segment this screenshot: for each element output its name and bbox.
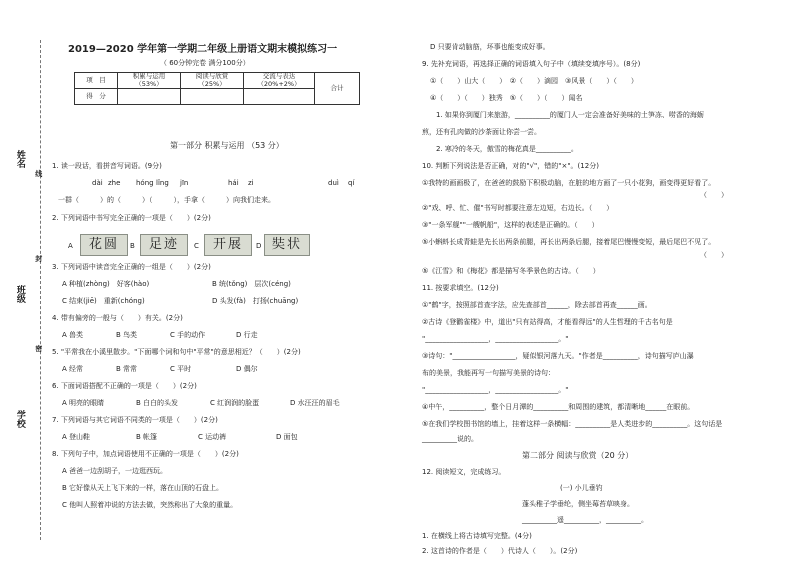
q9-title: 9. 先补充词语，再选择正确的词语填入句子中（填续变填序号）。(8分) (422, 60, 641, 68)
q8-opt-c[interactable]: C 他叫人照着冲说的方法去做，突然称出了大象的重量。 (62, 501, 238, 509)
seal-mark: 封 (34, 255, 43, 262)
q4-opt-a[interactable]: A 兽类 (62, 331, 84, 339)
q7-opt-b[interactable]: B 帐篷 (136, 433, 158, 441)
score-cell-3[interactable] (244, 89, 315, 105)
binding-line (40, 40, 41, 540)
col-accum: 积累与运用 （53%） (118, 73, 181, 89)
q10-title: 10. 判断下列说法是否正确，对的"√"，错的"×"。(12分) (422, 162, 599, 170)
q12-title: 12. 阅读短文，完成练习。 (422, 468, 506, 476)
q3-opt-b[interactable]: B 统(tǒng) 层次(céng) (212, 280, 291, 288)
q2-opt-c[interactable]: C (194, 242, 199, 250)
q10-item-1: ①我特的画画极了，在爸爸的鼓励下积极动脑，在脏的地方画了一只小花狗，画变得更好看了。 (422, 179, 716, 187)
score-cell-2[interactable] (181, 89, 244, 105)
q10-item-5: ⑤《江雪》和《梅花》都是描写冬季景色的古诗。（ ） (422, 267, 600, 275)
score-table (74, 72, 360, 105)
q4-opt-c[interactable]: C 手的动作 (170, 331, 206, 339)
school-label: 学校 (14, 410, 25, 428)
q9-sentence-1b: 煎，还有孔肉做的沙茶面让你尝一尝。 (422, 128, 541, 136)
q2-word-d: 奘状 (264, 234, 310, 256)
exam-title: 2019—2020 学年第一学期二年级上册语文期末模拟练习一 (68, 44, 338, 55)
q10-item-3: ③"一条军舰""一艘帆船"，这样的表述是正确的。（ ） (422, 221, 599, 229)
q11-item-2-blanks[interactable]: "__________________，__________________。" (422, 335, 569, 343)
q12-task-2: 2. 这首诗的作者是（ ）代诗人（ ）。(2分) (422, 547, 578, 555)
q9-words-1[interactable]: ①（ ）山大（ ） ②（ ）滴园 ③风景（ ）（ ） (430, 77, 638, 85)
q4-opt-b[interactable]: B 鸟类 (116, 331, 138, 339)
q11-item-5b: __________说的。 (422, 435, 478, 443)
col-total: 合计 (315, 73, 360, 105)
q11-item-3: ③诗句："__________________，疑似银河落九天。"作者是__________，诗句描写庐山瀑 (422, 352, 694, 360)
q7-opt-d[interactable]: D 面包 (276, 433, 298, 441)
q11-item-2: ②古诗《登鹳雀楼》中，道出"只有站得高，才能看得远"的人生哲理的千古名句是 (422, 318, 673, 326)
q11-item-3-blanks[interactable]: "__________________，__________________。" (422, 386, 569, 394)
col-item: 项 目 (75, 73, 118, 89)
q2-word-b: 足迹 (140, 234, 188, 256)
q6-opt-a[interactable]: A 明亮的眼睛 (62, 399, 105, 407)
col-comm: 交流与表达 （20%+2%） (244, 73, 315, 89)
exam-subtitle: （ 60分钟完卷 满分100分） (160, 59, 250, 67)
q9-sentence-1: 1. 如果你到厦门来旅游，__________的厦门人一定会准备好美味的土笋冻、唠香的海蛎 (436, 111, 704, 119)
q12-task-1: 1. 在横线上将古诗填写完整。(4分) (422, 532, 532, 540)
q6-opt-b[interactable]: B 白白的头发 (136, 399, 179, 407)
q7-opt-a[interactable]: A 登山鞋 (62, 433, 91, 441)
q5-opt-b[interactable]: B 常常 (116, 365, 138, 373)
q9-sentence-2: 2. 寒冷的冬天，傲雪的梅花真是__________。 (436, 145, 578, 153)
q5-title: 5. "平常我在小溪里散步。"下面哪个词和句中"平常"的意思相近？（ ）(2分) (52, 348, 301, 356)
dense-mark: 密 (34, 345, 43, 352)
poem-line-2[interactable]: __________遥__________，__________。 (522, 516, 648, 524)
q6-title: 6. 下面词语搭配不正确的一项是（ ）(2分) (52, 382, 197, 390)
q9-words-2[interactable]: ④（ ）（ ）独秀 ⑤（ ）（ ）闻名 (430, 94, 583, 102)
q11-item-4: ④中午，__________，整个日月潭的__________和周围的建筑，都清晰地______在眼前。 (422, 403, 695, 411)
q5-opt-a[interactable]: A 经常 (62, 365, 84, 373)
q11-item-5: ⑤在我们学校图书馆的墙上，挂着这样一条横幅：__________是人类进步的__________。这句话是 (422, 420, 723, 428)
q10-item-2: ②"戏、呼、忙、催"书写时都要注意左边短，右边长。（ ） (422, 204, 614, 212)
q2-opt-b[interactable]: B (130, 242, 135, 250)
q10-item-4-bracket[interactable]: （ ） (700, 251, 728, 259)
q2-title: 2. 下列词语中书写完全正确的一项是（ ）(2分) (52, 214, 211, 222)
q6-opt-c[interactable]: C 红润润的脸蛋 (210, 399, 260, 407)
q11-item-1: ①"鹤"字，按照部首查字法，应先查部首______，除去部首再查______画。 (422, 301, 652, 309)
line-mark: 线 (34, 170, 43, 177)
score-cell-1[interactable] (118, 89, 181, 105)
q10-item-1-bracket[interactable]: （ ） (700, 191, 728, 199)
q8-opt-d[interactable]: D 只要肯动脑筋，坏事也能变成好事。 (430, 43, 550, 51)
part1-heading: 第一部分 积累与运用 （53 分） (170, 141, 284, 150)
q5-opt-d[interactable]: D 偶尔 (236, 365, 258, 373)
name-label: 姓名 (14, 150, 25, 168)
q8-opt-a[interactable]: A 爸爸一边刮胡子，一边逛西玩。 (62, 467, 168, 475)
part2-heading: 第二部分 阅读与欣赏（20 分） (522, 451, 634, 460)
q2-word-c: 开展 (204, 234, 252, 256)
col-reading: 阅读与欣赏 （25%） (181, 73, 244, 89)
q5-opt-c[interactable]: C 平时 (170, 365, 192, 373)
q8-title: 8. 下列句子中，加点词语使用不正确的一项是（ ）(2分) (52, 450, 239, 458)
q10-item-4: ⑤小蝌蚪长成青蛙是先长出两条前腿，再长出两条后腿，接着尾巴慢慢变短，最后尾巴不见了。 (422, 238, 716, 246)
row-score-label: 得 分 (75, 89, 118, 105)
poem-line-1: 蓬头稚子学垂纶，侧坐莓苔草映身。 (522, 500, 634, 508)
q3-opt-c[interactable]: C 结束(jiē) 重新(chóng) (62, 297, 145, 305)
poem-title: (一) 小儿垂钓 (560, 484, 603, 492)
q4-title: 4. 带有偏旁的一般与（ ）有关。(2分) (52, 314, 183, 322)
q2-opt-d[interactable]: D (256, 242, 262, 250)
q3-opt-d[interactable]: D 头发(fà) 打扬(chuāng) (212, 297, 299, 305)
q4-opt-d[interactable]: D 行走 (236, 331, 258, 339)
q11-item-3b: 布的美景，我能再写一句描写美景的诗句： (422, 369, 555, 377)
q8-opt-b[interactable]: B 它好像从天上飞下来的一样，落在山顶的石盘上。 (62, 484, 224, 492)
q7-opt-c[interactable]: C 运动裤 (198, 433, 227, 441)
q7-title: 7. 下列词语与其它词语不同类的一项是（ ）(2分) (52, 416, 218, 424)
class-label: 班级 (14, 285, 25, 303)
q3-title: 3. 下列词语中读音完全正确的一组是（ ）(2分) (52, 263, 211, 271)
q1-sentence: 一群（ ）的（ ）（ ），手拿（ ）向我们走来。 (58, 196, 275, 204)
q6-opt-d[interactable]: D 水汪汪的眉毛 (290, 399, 340, 407)
q2-opt-a[interactable]: A (68, 242, 73, 250)
q1-title: 1. 读一段话，看拼音写词语。(9分) (52, 162, 162, 170)
q11-title: 11. 按要求填空。(12分) (422, 284, 499, 292)
q3-opt-a[interactable]: A 种植(zhòng) 好客(hào) (62, 280, 150, 288)
q2-word-a: 花圆 (80, 234, 128, 256)
